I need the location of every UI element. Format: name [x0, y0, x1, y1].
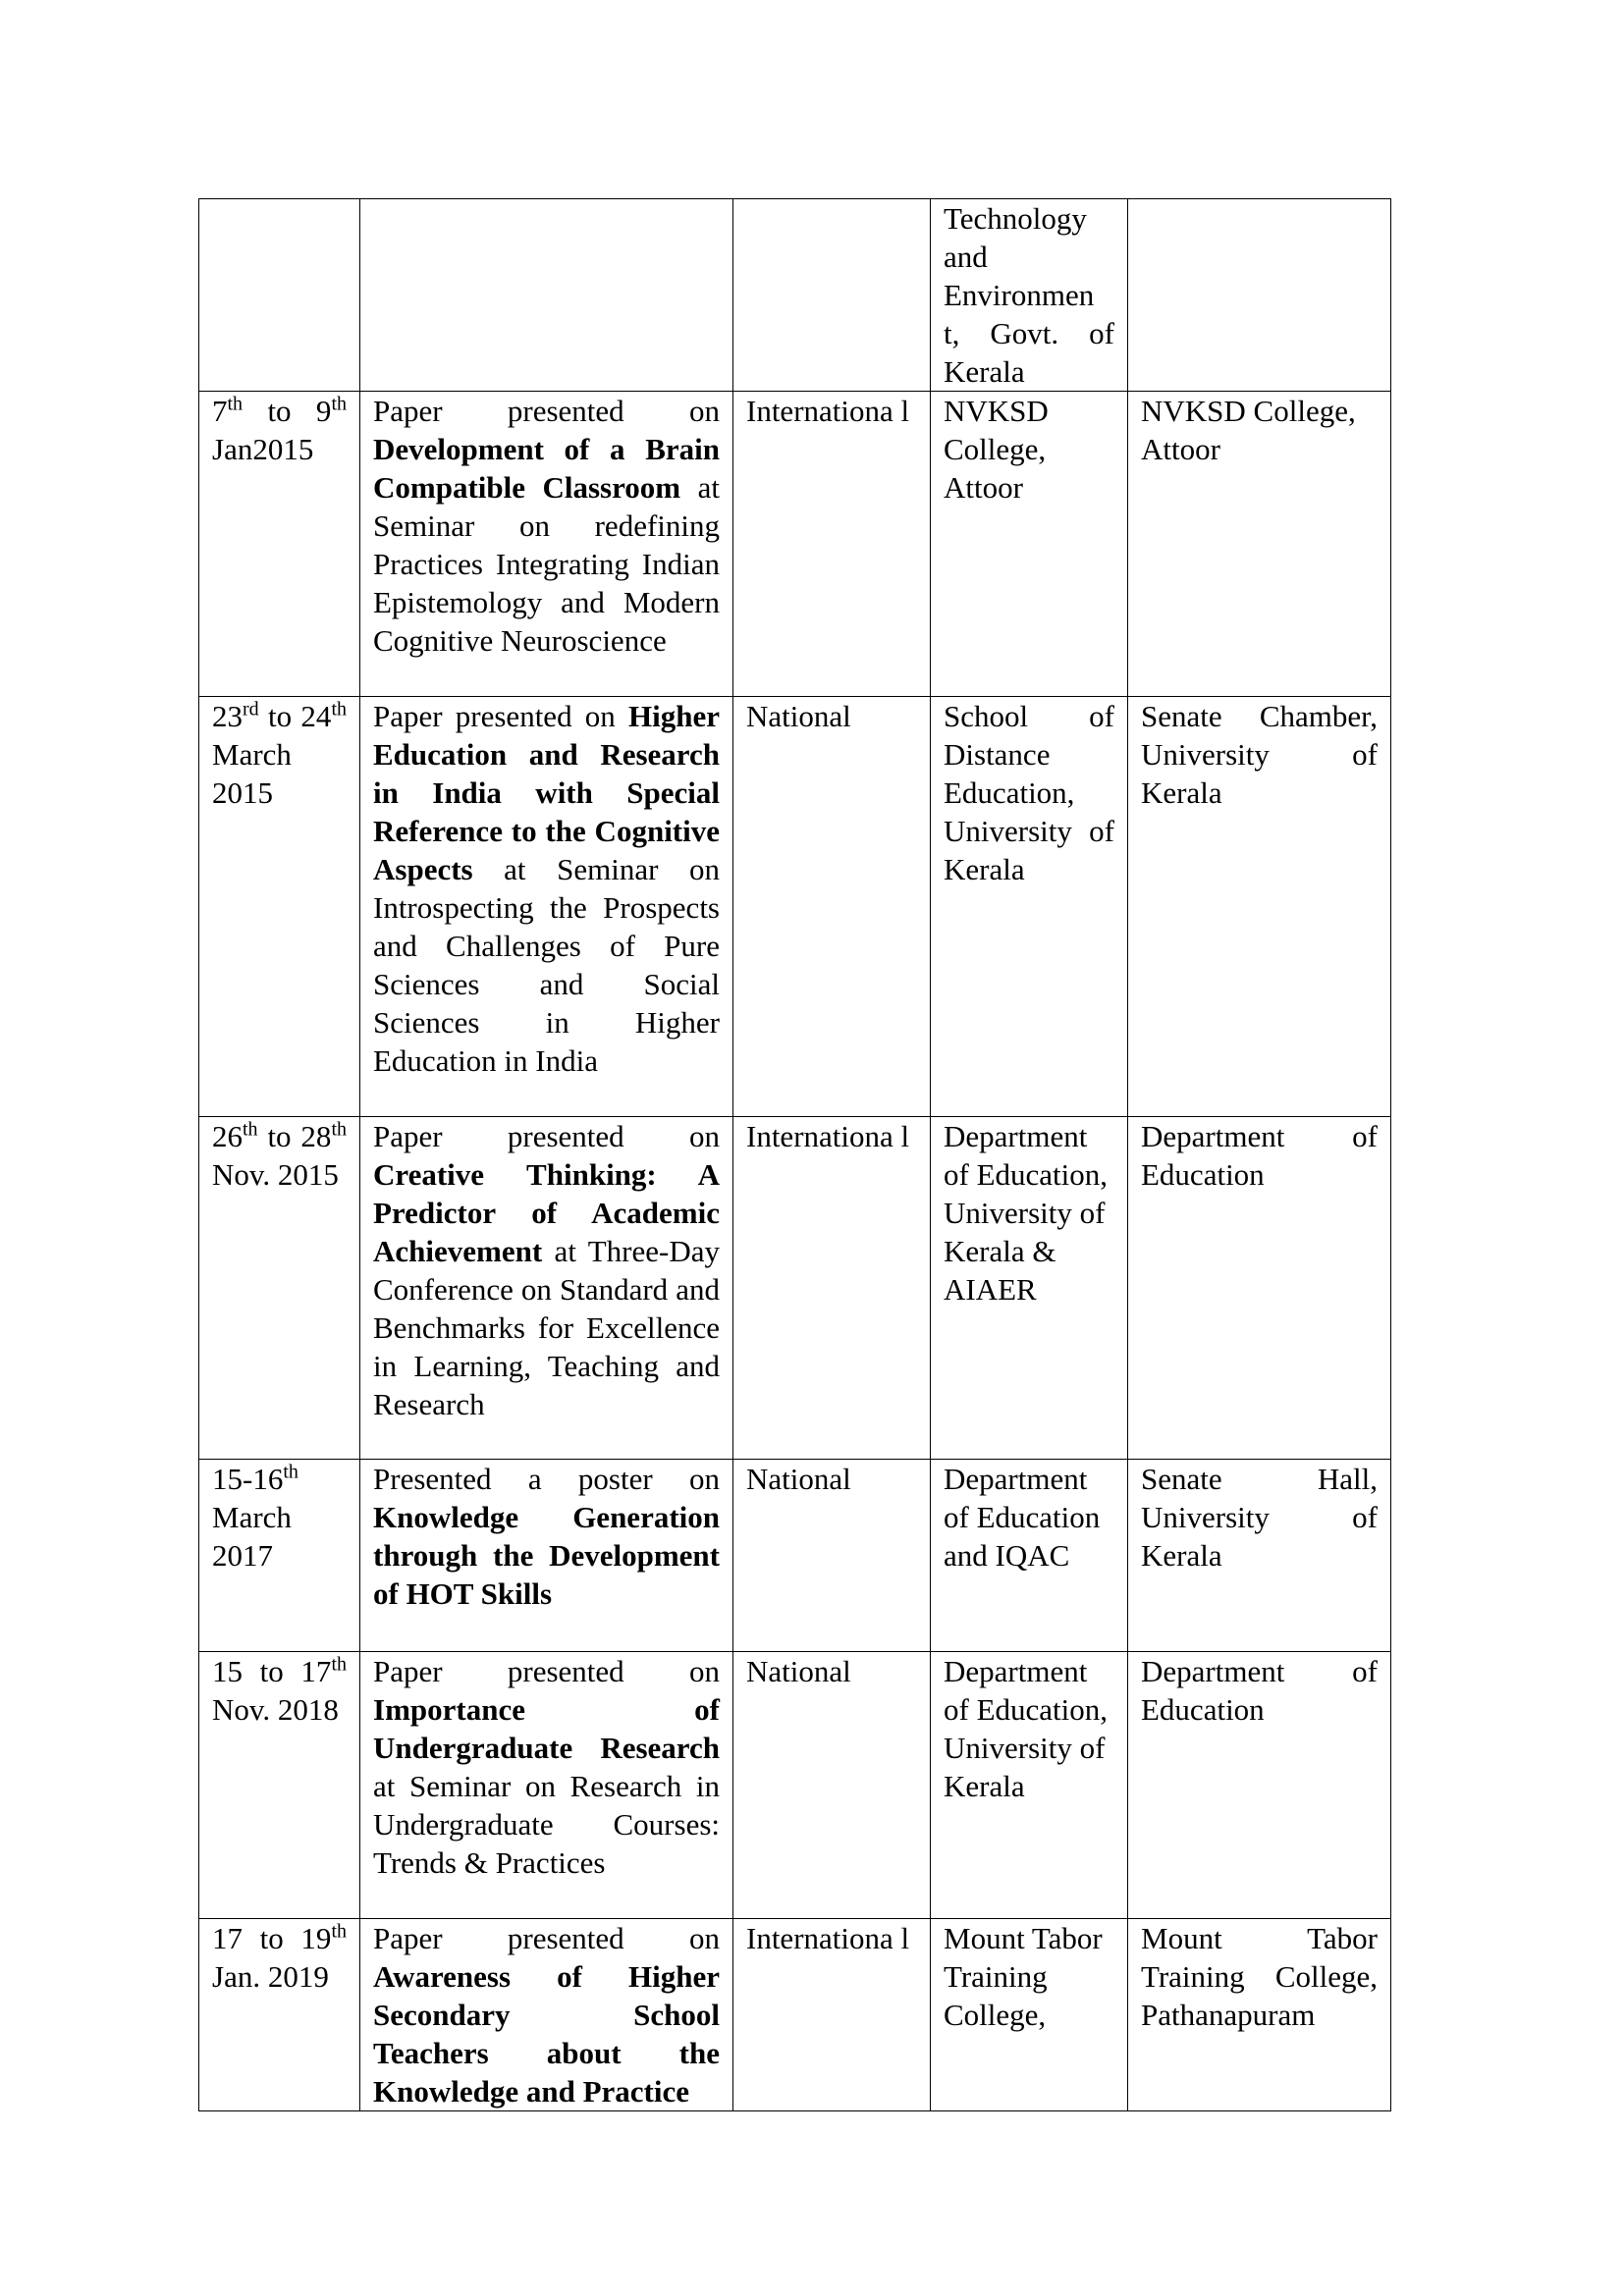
ordinal-suffix: th [331, 1118, 347, 1141]
plain-text: Nov. 2015 [212, 1157, 339, 1192]
venue-text: Department of Education [1141, 1119, 1378, 1192]
plain-text: Nov. 2018 [212, 1692, 339, 1727]
plain-text: 7 [212, 394, 228, 428]
plain-text: at Seminar on Research in Undergraduate Courses: Trends & Practices [373, 1769, 720, 1880]
level-text: National [746, 1462, 851, 1496]
date-cell [199, 1919, 360, 2111]
organiser-cell [931, 1919, 1128, 2111]
ordinal-suffix: th [331, 1653, 347, 1676]
organiser-cell [931, 1652, 1128, 1919]
event-cell [360, 1117, 733, 1460]
ordinal-suffix: th [227, 393, 244, 415]
event-cell [360, 392, 733, 697]
presentations-table [198, 198, 1391, 2111]
plain-text: Paper presented on [373, 1921, 720, 1955]
level-cell [733, 1117, 931, 1460]
organiser-cell [931, 1117, 1128, 1460]
organiser-text: Department of Education, University of Kerala [944, 1654, 1109, 1803]
cell-text [373, 1462, 720, 1611]
plain-text: Presented a poster on [373, 1462, 720, 1496]
plain-text: 23 [212, 699, 243, 733]
level-text: Internationa l [746, 394, 910, 428]
organiser-text: School of Distance Education, University of Kerala [944, 699, 1114, 886]
table-row [199, 199, 1391, 392]
plain-text: at Three-Day Conference on Standard and Benchmarks for Excellence in Learning, Teaching and Research [373, 1234, 720, 1421]
plain-text: March 2017 [212, 1500, 292, 1573]
plain-text: at Seminar on redefining Practices Integrating Indian Epistemology and Modern Cognitive Neuroscience [373, 470, 720, 658]
event-cell [360, 1460, 733, 1652]
cell-text [212, 699, 347, 810]
level-text: Internationa l [746, 1921, 910, 1955]
event-cell [360, 1919, 733, 2111]
organiser-text: Department of Education, University of Kerala & AIAER [944, 1119, 1109, 1307]
level-cell [733, 1652, 931, 1919]
table-row [199, 1460, 1391, 1652]
date-cell [199, 1460, 360, 1652]
cell-text [373, 1921, 720, 2109]
date-cell [199, 1117, 360, 1460]
cell-text [212, 1119, 347, 1192]
ordinal-suffix: rd [243, 698, 259, 721]
venue-cell [1128, 199, 1391, 392]
bold-title: Awareness of Higher Secondary School Teachers about the Knowledge and Practice [373, 1959, 720, 2109]
table-row [199, 1117, 1391, 1460]
ordinal-suffix: th [331, 393, 347, 415]
bold-title: Development of a Brain Compatible Classroom [373, 432, 720, 505]
venue-cell [1128, 1117, 1391, 1460]
organiser-text: NVKSD College, Attoor [944, 394, 1049, 505]
event-cell [360, 697, 733, 1117]
plain-text: at Seminar on Introspecting the Prospects and Challenges of Pure Sciences and Social Sciences in Higher Education in India [373, 852, 720, 1078]
plain-text: Paper presented on [373, 1119, 720, 1153]
event-cell [360, 199, 733, 392]
date-cell [199, 697, 360, 1117]
plain-text: Paper presented on [373, 699, 628, 733]
cell-text [373, 699, 720, 1078]
cell-text [212, 1462, 298, 1573]
level-cell [733, 1460, 931, 1652]
date-cell [199, 392, 360, 697]
venue-text: Senate Chamber, University of Kerala [1141, 699, 1378, 810]
plain-text: Jan. 2019 [212, 1959, 329, 1994]
venue-cell [1128, 1919, 1391, 2111]
venue-text: NVKSD College, Attoor [1141, 394, 1356, 466]
table-row [199, 1919, 1391, 2111]
level-cell [733, 1919, 931, 2111]
ordinal-suffix: th [243, 1118, 258, 1141]
venue-cell [1128, 392, 1391, 697]
bold-title: Importance of Undergraduate Research [373, 1692, 720, 1765]
venue-cell [1128, 1652, 1391, 1919]
plain-text: Jan2015 [212, 432, 314, 466]
cell-text [212, 394, 347, 466]
level-text: National [746, 699, 851, 733]
bold-title: Knowledge Generation through the Development of HOT Skills [373, 1500, 720, 1611]
plain-text: 15 to 17 [212, 1654, 332, 1688]
plain-text: 17 to 19 [212, 1921, 332, 1955]
plain-text: 26 [212, 1119, 243, 1153]
organiser-text: Technology and Environmen t, Govt. of Kerala [944, 201, 1114, 389]
plain-text: to 24 [258, 699, 332, 733]
date-cell [199, 1652, 360, 1919]
document-page [198, 198, 1391, 2111]
ordinal-suffix: th [331, 698, 347, 721]
table-row [199, 392, 1391, 697]
level-text: Internationa l [746, 1119, 910, 1153]
organiser-cell [931, 199, 1128, 392]
cell-text [212, 1921, 347, 1994]
cell-text [212, 1654, 347, 1727]
plain-text: to 28 [257, 1119, 332, 1153]
plain-text: March 2015 [212, 737, 292, 810]
organiser-text: Department of Education and IQAC [944, 1462, 1101, 1573]
level-cell [733, 199, 931, 392]
organiser-cell [931, 697, 1128, 1117]
plain-text: 15-16 [212, 1462, 284, 1496]
cell-text [373, 1654, 720, 1880]
organiser-text: Mount Tabor Training College, [944, 1921, 1103, 2032]
venue-text: Mount Tabor Training College, Pathanapuram [1141, 1921, 1378, 2032]
event-cell [360, 1652, 733, 1919]
date-cell [199, 199, 360, 392]
plain-text: Paper presented on [373, 394, 720, 428]
table-row [199, 697, 1391, 1117]
cell-text [373, 394, 720, 658]
level-cell [733, 392, 931, 697]
venue-cell [1128, 697, 1391, 1117]
table-row [199, 1652, 1391, 1919]
venue-cell [1128, 1460, 1391, 1652]
cell-text [373, 1119, 720, 1421]
ordinal-suffix: th [331, 1920, 347, 1943]
level-cell [733, 697, 931, 1117]
level-text: National [746, 1654, 851, 1688]
venue-text: Department of Education [1141, 1654, 1378, 1727]
plain-text: Paper presented on [373, 1654, 720, 1688]
organiser-cell [931, 392, 1128, 697]
organiser-cell [931, 1460, 1128, 1652]
bold-title: Creative Thinking: A Predictor of Academic Achievement [373, 1157, 720, 1268]
ordinal-suffix: th [283, 1461, 298, 1483]
venue-text: Senate Hall, University of Kerala [1141, 1462, 1378, 1573]
plain-text: to 9 [243, 394, 332, 428]
bold-title: Higher Education and Research in India with Special Reference to the Cognitive Aspects [373, 699, 720, 886]
